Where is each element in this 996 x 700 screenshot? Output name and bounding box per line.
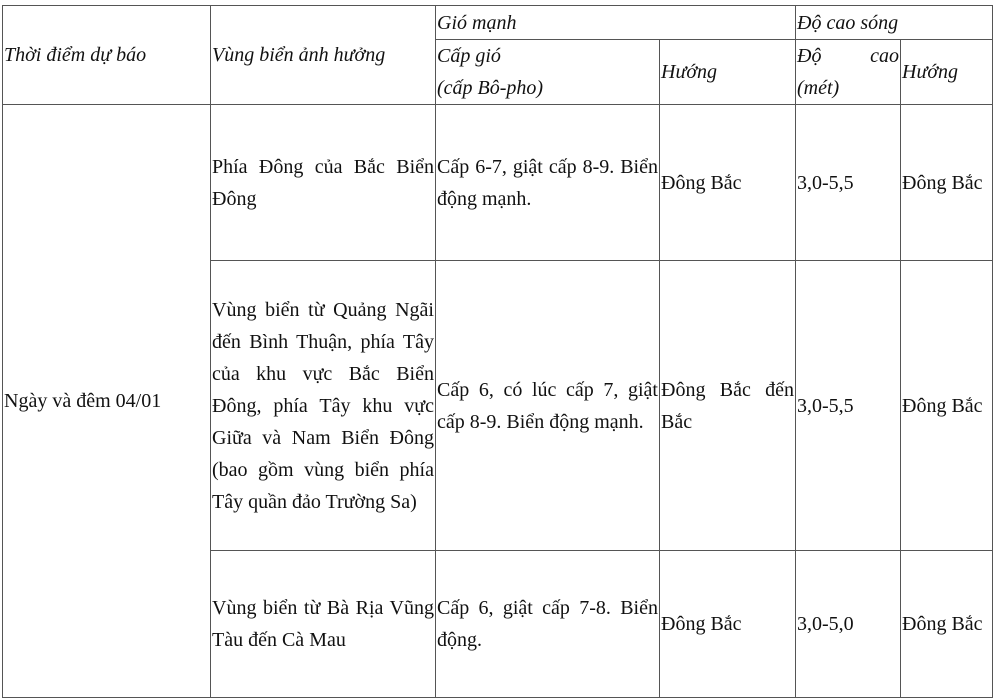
header-height: [796, 40, 901, 105]
area-cell: Vùng biển từ Bà Rịa Vũng Tàu đến Cà Mau: [211, 551, 436, 698]
area-cell: Phía Đông của Bắc Biển Đông: [211, 105, 436, 261]
header-height-word-2: cao: [870, 45, 900, 67]
forecast-table: [2, 5, 993, 698]
table-row: [3, 105, 993, 261]
header-height-word-1: Độ: [797, 45, 822, 67]
header-wind-level: [436, 40, 660, 105]
header-wind-direction: Hướng: [660, 40, 796, 105]
header-wave-direction: Hướng: [901, 40, 993, 105]
header-time: Thời điểm dự báo: [3, 6, 211, 105]
wave-direction-cell: Đông Bắc: [901, 261, 993, 551]
forecast-time: Ngày và đêm 04/01: [3, 105, 211, 698]
wave-direction-cell: Đông Bắc: [901, 551, 993, 698]
header-height-label: [797, 40, 899, 72]
wave-height-cell: 3,0-5,5: [796, 105, 901, 261]
header-wave-height: Độ cao sóng: [796, 6, 993, 40]
header-strong-wind: Gió mạnh: [436, 6, 796, 40]
wave-height-cell: 3,0-5,0: [796, 551, 901, 698]
header-area: Vùng biển ảnh hưởng: [211, 6, 436, 105]
area-cell: Vùng biển từ Quảng Ngãi đến Bình Thuận, phía Tây của khu vực Bắc Biển Đông, phía Tây khu vực Giữa và Nam Biển Đông (bao gồm vùng biển phía Tây quần đảo Trường Sa): [211, 261, 436, 551]
wave-direction-cell: Đông Bắc: [901, 105, 993, 261]
wind-level-cell: Cấp 6, có lúc cấp 7, giật cấp 8-9. Biển động mạnh.: [436, 261, 660, 551]
wind-level-cell: Cấp 6, giật cấp 7-8. Biển động.: [436, 551, 660, 698]
wind-level-cell: Cấp 6-7, giật cấp 8-9. Biển động mạnh.: [436, 105, 660, 261]
header-height-unit: (mét): [797, 77, 840, 99]
wave-height-cell: 3,0-5,5: [796, 261, 901, 551]
wind-direction-cell: Đông Bắc đến Bắc: [660, 261, 796, 551]
wind-direction-cell: Đông Bắc: [660, 105, 796, 261]
wind-direction-cell: Đông Bắc: [660, 551, 796, 698]
header-wind-level-label: Cấp gió: [437, 45, 501, 67]
header-wind-level-unit: (cấp Bô-pho): [437, 77, 544, 99]
header-row-1: [3, 6, 993, 40]
